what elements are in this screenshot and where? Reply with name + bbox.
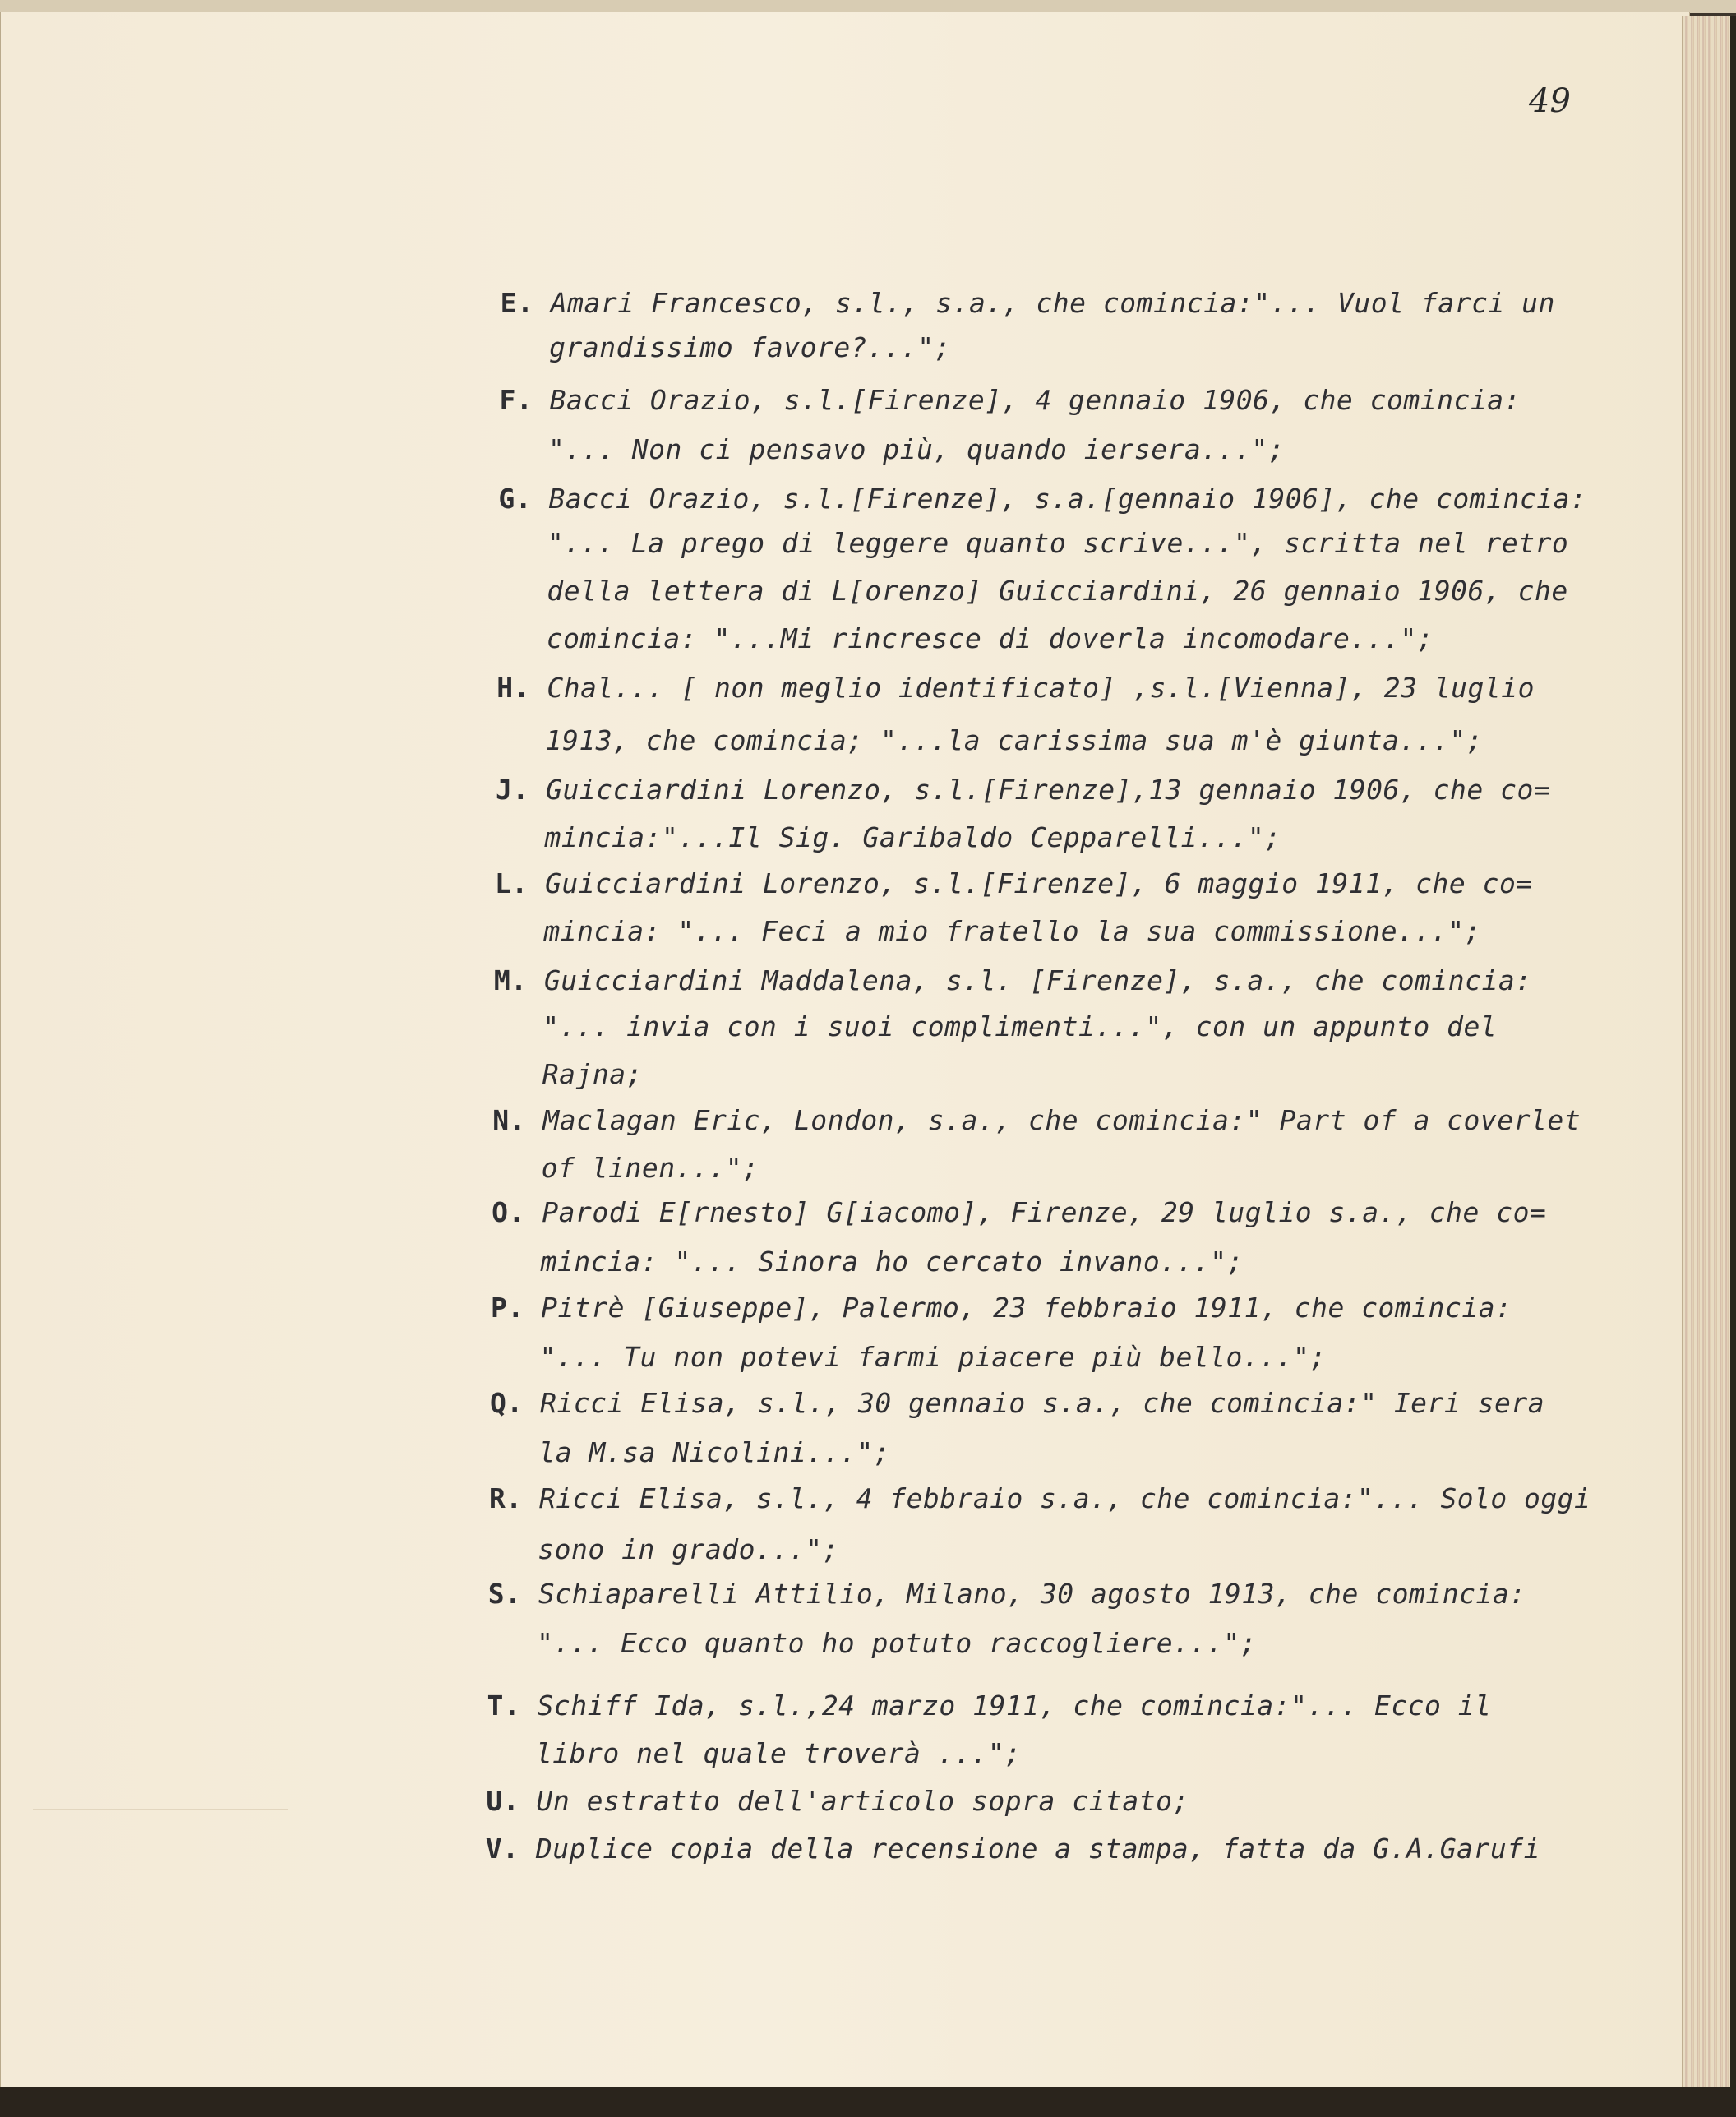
entry-first-line — [493, 964, 1532, 996]
entry-text: Bacci Orazio, s.l.[Firenze], 4 gennaio 1906, che comincia: — [549, 384, 1521, 416]
entry-text: comincia: "...Mi rincresce di doverla incomodare..."; — [546, 622, 1434, 654]
entry-continuation-line — [549, 331, 951, 363]
entry-continuation-line — [545, 724, 1484, 756]
entry-continuation-line — [537, 1629, 1257, 1657]
entry-text: Guicciardini Maddalena, s.l. [Firenze], s.a., che comincia: — [543, 964, 1532, 996]
entry-first-line — [492, 1104, 1581, 1136]
entry-letter: V. — [485, 1833, 519, 1865]
entry-continuation-line — [547, 529, 1568, 557]
entry-text: Schiaparelli Attilio, Milano, 30 agosto 1913, che comincia: — [538, 1578, 1526, 1610]
entry-continuation-line — [539, 1343, 1326, 1371]
entry-text: Un estratto dell'articolo sopra citato; — [536, 1785, 1189, 1817]
entry-text: della lettera di L[orenzo] Guicciardini, 26 gennaio 1906, che — [547, 575, 1568, 607]
entry-continuation-line — [541, 1152, 760, 1184]
entry-continuation-line — [538, 1533, 839, 1565]
entry-first-line — [496, 672, 1535, 704]
entry-continuation-line — [535, 1737, 1022, 1769]
page-bottom-edge — [0, 2087, 1736, 2117]
entry-text: "... Tu non potevi farmi piacere più bello..."; — [539, 1341, 1327, 1373]
paper-mark — [33, 1809, 288, 1810]
entry-letter: P. — [491, 1292, 524, 1324]
entry-letter: T. — [487, 1689, 521, 1722]
entry-text: sono in grado..."; — [538, 1533, 839, 1565]
entry-first-line — [492, 1196, 1547, 1228]
entry-text: Amari Francesco, s.l., s.a., che comincia:"... Vuol farci un — [550, 287, 1555, 319]
entry-first-line — [487, 1689, 1492, 1722]
entry-letter: N. — [492, 1104, 526, 1136]
entry-text: "... La prego di leggere quanto scrive...", scritta nel retro — [547, 527, 1569, 559]
entry-first-line — [496, 774, 1551, 806]
entry-continuation-line — [547, 433, 1286, 465]
entry-text: Bacci Orazio, s.l.[Firenze], s.a.[gennaio 1906], che comincia: — [548, 483, 1587, 515]
paper-sheet — [0, 12, 1690, 2088]
entry-letter: G. — [498, 483, 533, 515]
entry-first-line — [487, 1578, 1526, 1610]
entry-letter: E. — [500, 287, 534, 319]
entry-text: libro nel quale troverà ..."; — [535, 1737, 1022, 1769]
entry-letter: H. — [496, 672, 530, 704]
entry-text: grandissimo favore?..."; — [549, 331, 951, 363]
entry-text: Parodi E[rnesto] G[iacomo], Firenze, 29 luglio s.a., che co= — [542, 1196, 1547, 1228]
entry-letter: J. — [496, 774, 529, 806]
entry-letter: U. — [486, 1785, 520, 1817]
entry-text: 1913, che comincia; "...la carissima sua m'è giunta..."; — [545, 724, 1484, 756]
entry-letter: S. — [487, 1578, 522, 1610]
entry-letter: R. — [488, 1482, 523, 1514]
entry-first-line — [498, 483, 1587, 515]
entry-first-line — [490, 1389, 1544, 1417]
entry-continuation-line — [547, 575, 1568, 607]
entry-text: mincia: "... Feci a mio fratello la sua commissione..."; — [543, 915, 1481, 947]
entry-continuation-line — [544, 821, 1281, 853]
entry-continuation-line — [540, 1246, 1244, 1278]
page-number: 49 — [1529, 82, 1571, 120]
entry-first-line — [485, 1833, 1540, 1865]
entry-text: Guicciardini Lorenzo, s.l.[Firenze],13 gennaio 1906, che co= — [546, 774, 1551, 806]
entry-continuation-line — [538, 1436, 891, 1468]
book-page-edges — [1682, 16, 1730, 2092]
entry-text: Pitrè [Giuseppe], Palermo, 23 febbraio 1911, che comincia: — [541, 1292, 1512, 1324]
entry-first-line — [494, 867, 1533, 899]
entry-text: Rajna; — [542, 1058, 643, 1090]
entry-letter: L. — [494, 867, 529, 899]
entry-text: la M.sa Nicolini..."; — [538, 1436, 891, 1468]
entry-continuation-line — [543, 915, 1481, 947]
entry-text: mincia: "... Sinora ho cercato invano..."; — [540, 1246, 1244, 1278]
entry-text: of linen..."; — [541, 1152, 760, 1184]
entry-continuation-line — [546, 622, 1434, 654]
entry-first-line — [501, 289, 1555, 317]
entry-text: Guicciardini Lorenzo, s.l.[Firenze], 6 maggio 1911, che co= — [545, 867, 1533, 899]
entry-text: Chal... [ non meglio identificato] ,s.l.[Vienna], 23 luglio — [547, 672, 1535, 704]
entry-text: "... Ecco quanto ho potuto raccogliere..."; — [537, 1627, 1257, 1659]
entry-text: "... Non ci pensavo più, quando iersera..."; — [547, 433, 1286, 465]
entry-text: Ricci Elisa, s.l., 4 febbraio s.a., che comincia:"... Solo oggi — [538, 1482, 1591, 1514]
entry-text: Schiff Ida, s.l.,24 marzo 1911, che comincia:"... Ecco il — [537, 1689, 1492, 1722]
entry-text: Duplice copia della recensione a stampa, fatta da G.A.Garufi — [535, 1833, 1540, 1865]
entry-text: Maclagan Eric, London, s.a., che comincia:" Part of a coverlet — [542, 1104, 1581, 1136]
entry-text: mincia:"...Il Sig. Garibaldo Cepparelli..."; — [544, 821, 1281, 853]
entry-letter: O. — [492, 1196, 525, 1228]
entry-first-line — [486, 1785, 1189, 1817]
entry-first-line — [488, 1482, 1591, 1514]
entry-continuation-line — [542, 1058, 643, 1090]
entry-letter: M. — [493, 964, 528, 996]
entry-first-line — [500, 386, 1521, 414]
entry-text: "... invia con i suoi complimenti...", con un appunto del — [542, 1010, 1498, 1042]
entry-text: Ricci Elisa, s.l., 30 gennaio s.a., che comincia:" Ieri sera — [540, 1387, 1545, 1419]
entry-continuation-line — [542, 1010, 1498, 1042]
entry-letter: F. — [499, 384, 533, 416]
entry-letter: Q. — [489, 1387, 524, 1419]
entry-first-line — [491, 1292, 1512, 1324]
